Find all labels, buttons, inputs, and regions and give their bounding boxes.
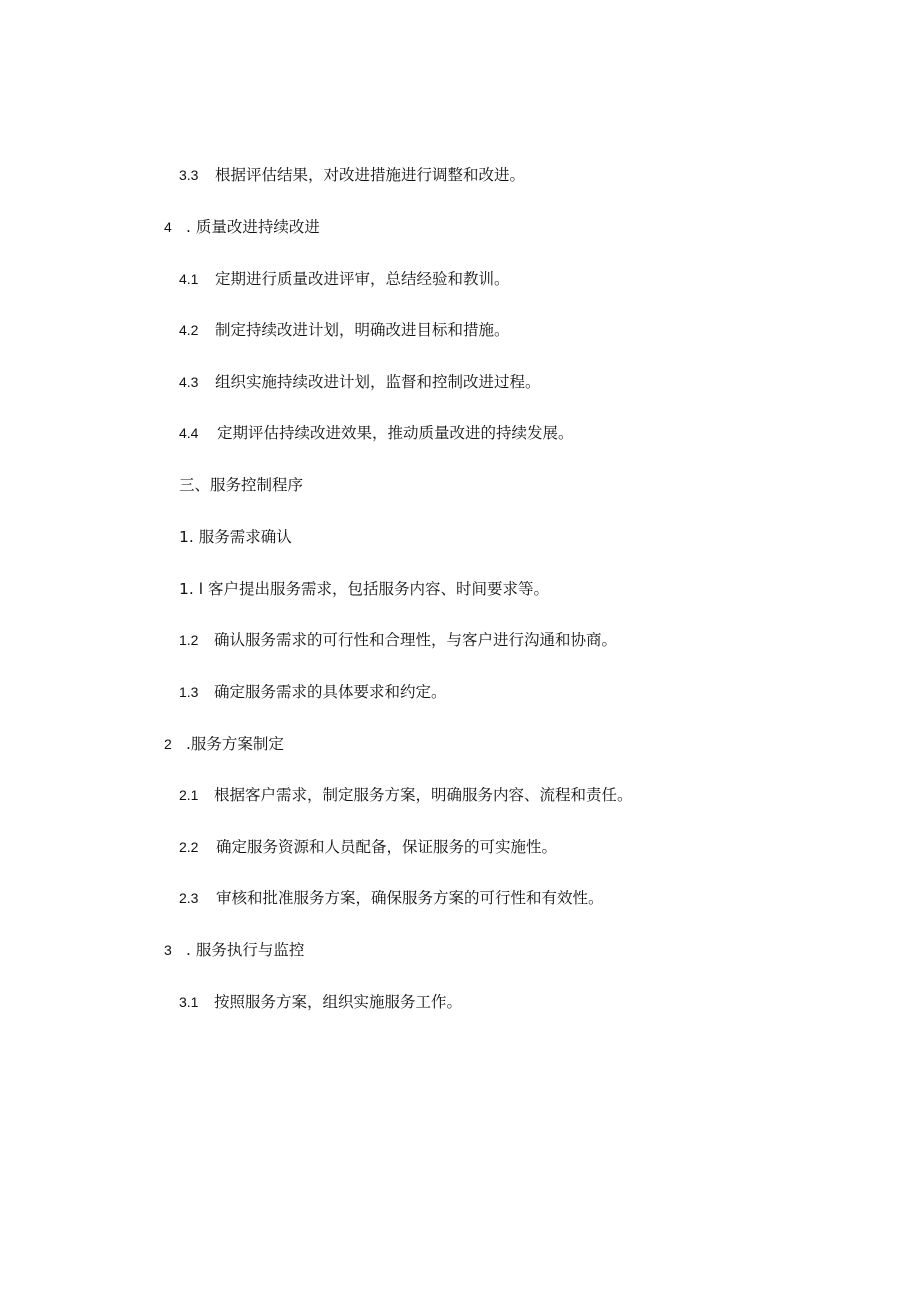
item-text: 确认服务需求的可行性和合理性，与客户进行沟通和协商。	[214, 631, 618, 649]
item-text: 定期评估持续改进效果，推动质量改进的持续发展。	[217, 424, 574, 442]
item-number: 1.3	[179, 684, 199, 700]
item-text: 按照服务方案，组织实施服务工作。	[214, 993, 463, 1011]
list-item	[179, 630, 617, 650]
list-item	[179, 165, 525, 185]
item-number: 1.2	[179, 632, 199, 648]
item-number: 2.3	[179, 890, 199, 906]
section-heading	[164, 217, 320, 237]
list-item	[179, 423, 574, 443]
list-item	[179, 992, 462, 1012]
list-item	[179, 269, 510, 289]
item-text: 确定服务资源和人员配备，保证服务的可实施性。	[216, 838, 558, 856]
item-number: 2.2	[179, 839, 199, 855]
item-text: 组织实施持续改进计划，监督和控制改进过程。	[215, 373, 541, 391]
item-number: 3.1	[179, 994, 199, 1010]
list-item	[179, 837, 557, 857]
section-heading	[164, 734, 284, 754]
list-item	[179, 320, 510, 340]
item-text: 定期进行质量改进评审，总结经验和教训。	[215, 270, 510, 288]
item-number: 3.3	[179, 167, 199, 183]
list-item	[179, 785, 633, 805]
list-item	[179, 579, 549, 599]
item-text: 制定持续改进计划，明确改进目标和措施。	[215, 321, 510, 339]
list-item	[179, 888, 604, 908]
list-item	[179, 682, 447, 702]
item-text: 审核和批准服务方案，确保服务方案的可行性和有效性。	[216, 889, 604, 907]
item-text: 1. l 客户提出服务需求，包括服务内容、时间要求等。	[179, 580, 549, 598]
item-text: 根据客户需求，制定服务方案，明确服务内容、流程和责任。	[214, 786, 633, 804]
item-number: 4.4	[179, 425, 199, 441]
item-number: 2	[164, 736, 172, 752]
item-number: 4.3	[179, 374, 199, 390]
chapter-heading	[179, 475, 303, 495]
item-text: 确定服务需求的具体要求和约定。	[214, 683, 447, 701]
item-number: 4	[164, 219, 172, 235]
item-text: 根据评估结果，对改进措施进行调整和改进。	[215, 166, 526, 184]
item-text: . 质量改进持续改进	[186, 218, 320, 236]
item-number: 2.1	[179, 787, 199, 803]
item-text: .服务方案制定	[186, 735, 284, 753]
section-heading	[164, 940, 304, 960]
item-text: . 服务执行与监控	[186, 941, 305, 959]
item-number: 3	[164, 942, 172, 958]
item-number: 4.1	[179, 271, 199, 287]
list-item	[179, 372, 541, 392]
section-heading	[179, 527, 292, 547]
item-text: 1. 服务需求确认	[179, 528, 292, 546]
item-text: 三、服务控制程序	[179, 476, 304, 494]
item-number: 4.2	[179, 322, 199, 338]
